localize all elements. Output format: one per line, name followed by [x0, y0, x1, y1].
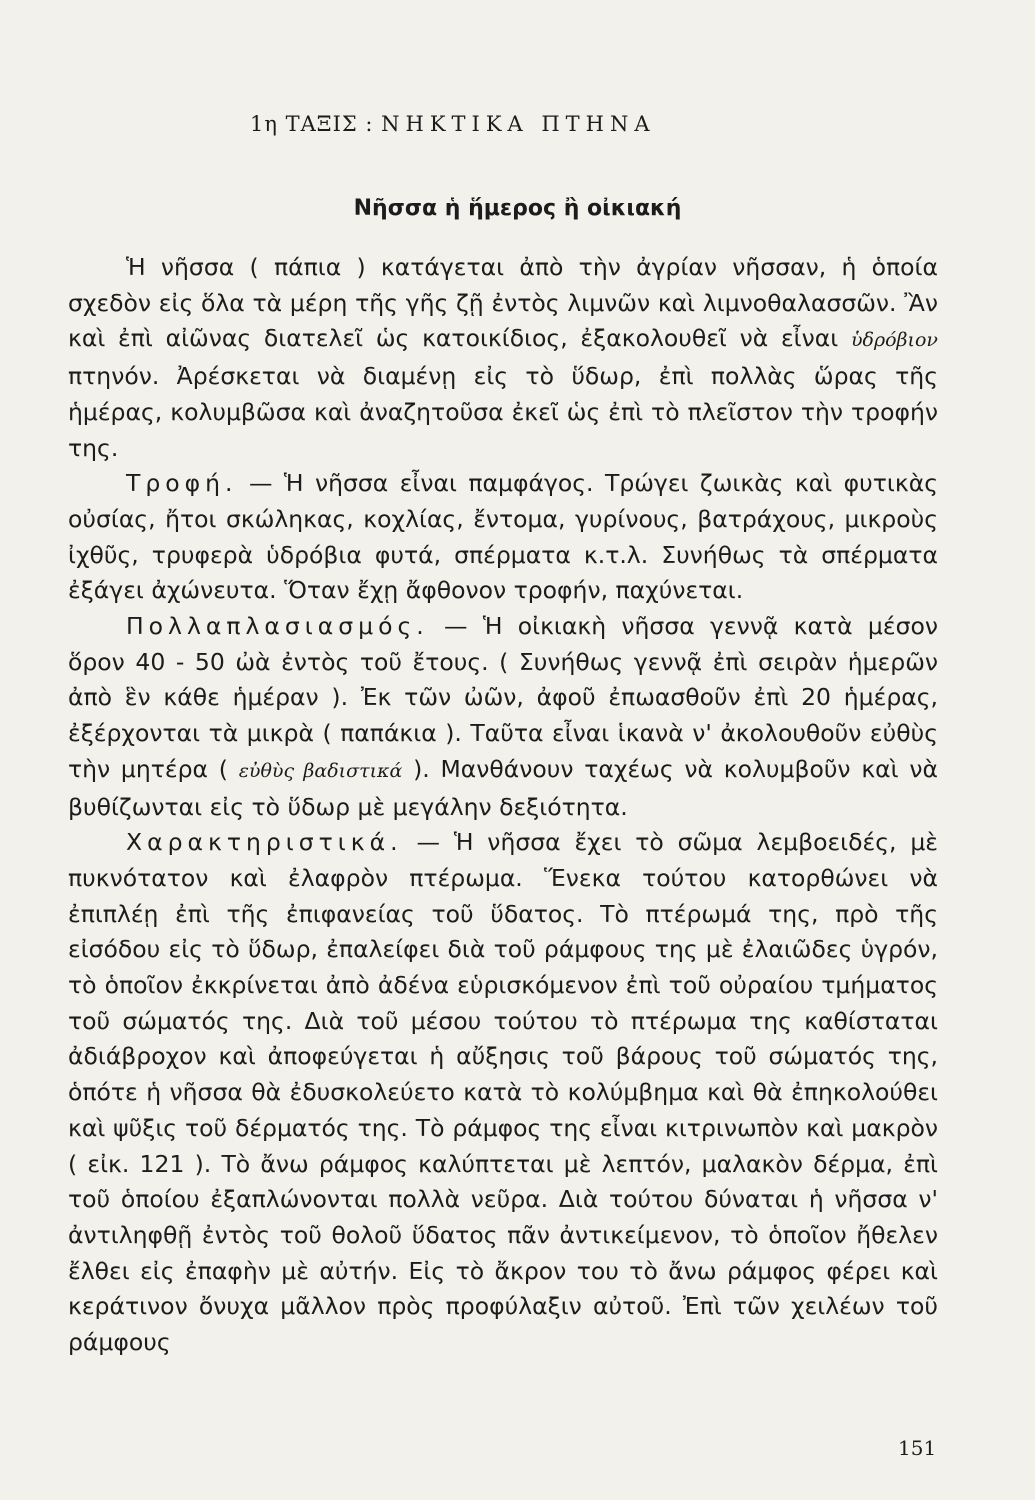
section-title: Νῆσσα ἡ ἥμερος ἢ οἰκιακή [353, 196, 682, 221]
food-label: Τροφή. [126, 469, 238, 498]
reproduction-label: Πολλαπλασιασμός. [126, 612, 429, 641]
reproduction-italic: εὐθὺς βαδιστικά [238, 759, 403, 782]
characteristics-text: — Ἡ νῆσσα ἔχει τὸ σῶμα λεμβοειδές, μὲ πυκνότατον καὶ ἐλαφρὸν πτέρωμα. Ἕνεκα τούτου κατορθώνει νὰ ἐπιπλέῃ ἐπὶ τῆς ἐπιφανείας τοῦ ὕδατος. Τὸ πτέρωμά της, πρὸ τῆς εἰσόδου εἰς τὸ ὕδωρ, ἐπαλείφει διὰ τοῦ ράμφους της μὲ ἐλαιῶδες ὑγρόν, τὸ ὁποῖον ἐκκρίνεται ἀπὸ ἀδένα εὑρισκόμενον ἐπὶ τοῦ οὐραίου τμήματος τοῦ σώματός της. Διὰ τοῦ μέσου τούτου τὸ πτέρωμα της καθίσταται ἀδιάβροχον καὶ ἀποφεύγεται ἡ αὔξησις τοῦ βάρους τοῦ σώματός της, ὁπότε ἡ νῆσσα θὰ ἐδυσκολεύετο κατὰ τὸ κολύμβημα καὶ θὰ ἐπηκολούθει καὶ ψῦξις τοῦ δέρματός της. Τὸ ράμφος της εἶναι κιτρινωπὸν καὶ μακρὸν ( εἰκ. 121 ). Τὸ ἄνω ράμφος καλύπτεται μὲ λεπτόν, μαλακὸν δέρμα, ἐπὶ τοῦ ὁποίου ἐξαπλώνονται πολλὰ νεῦρα. Διὰ τούτου δύναται ἡ νῆσσα ν' ἀντιληφθῇ ἐντὸς τοῦ θολοῦ ὕδατος πᾶν ἀντικείμενον, τὸ ὁποῖον ἤθελεν ἔλθει εἰς ἐπαφὴν μὲ αὐτήν. Εἰς τὸ ἄκρον του τὸ ἄνω ράμφος φέρει καὶ κεράτινον ὄνυχα μᾶλλον πρὸς προφύλαξιν αὐτοῦ. Ἐπὶ τῶν χειλέων τοῦ ράμφους [68, 828, 938, 1357]
reproduction-text-rest: ). Μανθάνουν ταχέως νὰ κολυμβοῦν καὶ νὰ βυθίζωνται εἰς τὸ ὕδωρ μὲ μεγάλην δεξιότητα. [68, 754, 938, 821]
body-text [68, 250, 938, 1361]
header-prefix: 1η ΤΑΞΙΣ : [250, 112, 374, 136]
paragraph-characteristics [68, 825, 938, 1361]
header-title: ΝΗΚΤΙΚΑ ΠΤΗΝΑ [381, 112, 656, 136]
intro-text: Ἡ νῆσσα ( πάπια ) κατάγεται ἀπὸ τὴν ἀγρίαν νῆσσαν, ἡ ὁποία σχεδὸν εἰς ὅλα τὰ μέρη τῆς γῆς ζῇ ἐντὸς λιμνῶν καὶ λιμνοθαλασσῶν. Ἂν καὶ ἐπὶ αἰῶνας διατελεῖ ὡς κατοικίδιος, ἐξακολουθεῖ νὰ εἶναι [68, 253, 938, 353]
paragraph-food [68, 466, 938, 609]
paragraph-intro [68, 250, 938, 466]
food-text: — Ἡ νῆσσα εἶναι παμφάγος. Τρώγει ζωικὰς καὶ φυτικὰς οὐσίας, ἤτοι σκώληκας, κοχλίας, ἔντομα, γυρίνους, βατράχους, μικροὺς ἰχθῦς, τρυφερὰ ὑδρόβια φυτά, σπέρματα κ.τ.λ. Συνήθως τὰ σπέρματα ἐξάγει ἀχώνευτα. Ὅταν ἔχῃ ἄφθονον τροφήν, παχύνεται. [68, 469, 938, 605]
chapter-header [250, 112, 850, 136]
page-number: 151 [898, 1436, 937, 1460]
paragraph-reproduction [68, 609, 938, 825]
reproduction-text: — Ἡ οἰκιακὴ νῆσσα γεννᾷ κατὰ μέσον ὅρον 40 - 50 ὠὰ ἐντὸς τοῦ ἔτους. ( Συνήθως γεννᾷ ἐπὶ σειρὰν ἡμερῶν ἀπὸ ἓν κάθε ἡμέραν ). Ἐκ τῶν ὠῶν, ἀφοῦ ἐπωασθοῦν ἐπὶ 20 ἡμέρας, ἐξέρχονται τὰ μικρὰ ( παπάκια ). Ταῦτα εἶναι ἱκανὰ ν' ἀκολουθοῦν εὐθὺς τὴν μητέρα ( [68, 612, 938, 783]
intro-italic: ὑδρόβιον [850, 329, 938, 352]
intro-text-rest: πτηνόν. Ἀρέσκεται νὰ διαμένῃ εἰς τὸ ὕδωρ, ἐπὶ πολλὰς ὥρας τῆς ἡμέρας, κολυμβῶσα καὶ ἀναζητοῦσα ἐκεῖ ὡς ἐπὶ τὸ πλεῖστον τὴν τροφήν της. [68, 362, 938, 462]
characteristics-label: Χαρακτηριστικά. [126, 828, 403, 857]
